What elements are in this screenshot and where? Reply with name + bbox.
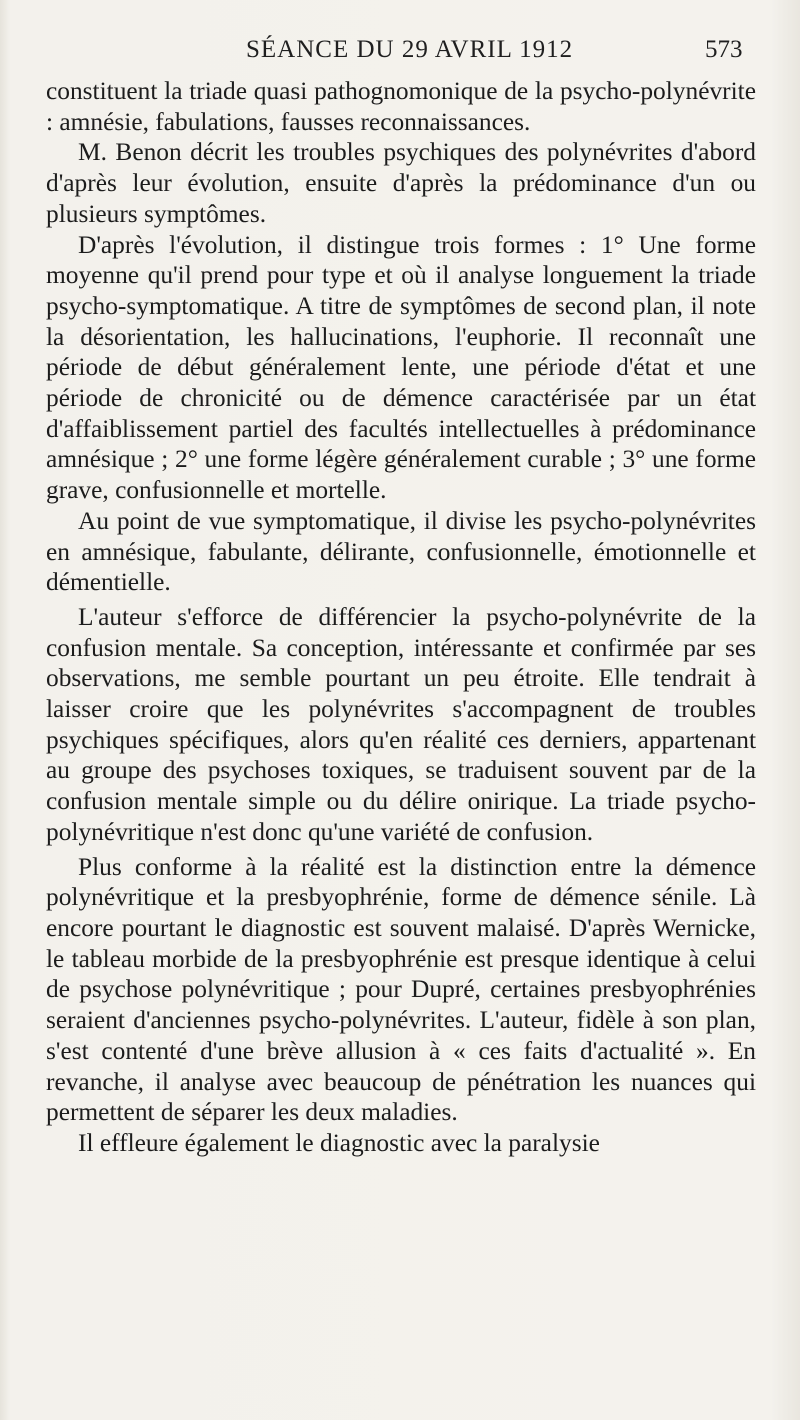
paragraph-3: D'après l'évolution, il distingue trois formes : 1° Une forme moyenne qu'il prend pour type et où il analyse longuement la triade psycho-symptomatique. A titre de symptômes de second plan, il note la désorientation, les hallucinations, l'euphorie. Il reconnaît une période de début généralement lente, une période d'état et une période de chronicité ou de démence caractérisée par un état d'affaiblissement partiel des facultés intellectuelles à prédominance amnésique ; 2° une forme légère généralement curable ; 3° une forme grave, confusionnelle et mortelle. [46,230,756,505]
paragraph-4: Au point de vue symptomatique, il divise les psycho-polynévrites en amnésique, fabulante, délirante, confusionnelle, émotionnelle et démentielle. [46,506,756,597]
paragraph-1: constituent la triade quasi pathognomonique de la psycho-polynévrite : amnésie, fabulations, fausses reconnaissances. [46,77,756,136]
body-text [46,76,756,1159]
paragraph-2: M. Benon décrit les troubles psychiques des polynévrites d'abord d'après leur évolution, ensuite d'après la prédominance d'un ou plusieurs symptômes. [46,138,756,228]
paragraph-7: Il effleure également le diagnostic avec la paralysie [78,1128,600,1157]
page-header [0,34,800,74]
paragraph-5: L'auteur s'efforce de différencier la psycho-polynévrite de la confusion mentale. Sa conception, intéressante et confirmée par ses observations, me semble pourtant un peu étroite. Elle tendrait à laisser croire que les polynévrites s'accompagnent de troubles psychiques spécifiques, alors qu'en réalité ces derniers, appartenant au groupe des psychoses toxiques, se traduisent souvent par de la confusion mentale simple ou du délire onirique. La triade psycho-polynévritique n'est donc qu'une variété de confusion. [46,602,756,846]
paragraph-6: Plus conforme à la réalité est la distinction entre la démence polynévritique et la presbyophrénie, forme de démence sénile. Là encore pourtant le diagnostic est souvent malaisé. D'après Wernicke, le tableau morbide de la presbyophrénie est presque identique à celui de psychose polynévritique ; pour Dupré, certaines presbyophrénies seraient d'anciennes psycho-polynévrites. L'auteur, fidèle à son plan, s'est contenté d'une brève allusion à « ces faits d'actualité ». En revanche, il analyse avec beaucoup de pénétration les nuances qui permettent de séparer les deux maladies. [46,852,756,1127]
page-number: 573 [705,36,743,63]
running-title: SÉANCE DU 29 AVRIL 1912 [246,36,574,63]
